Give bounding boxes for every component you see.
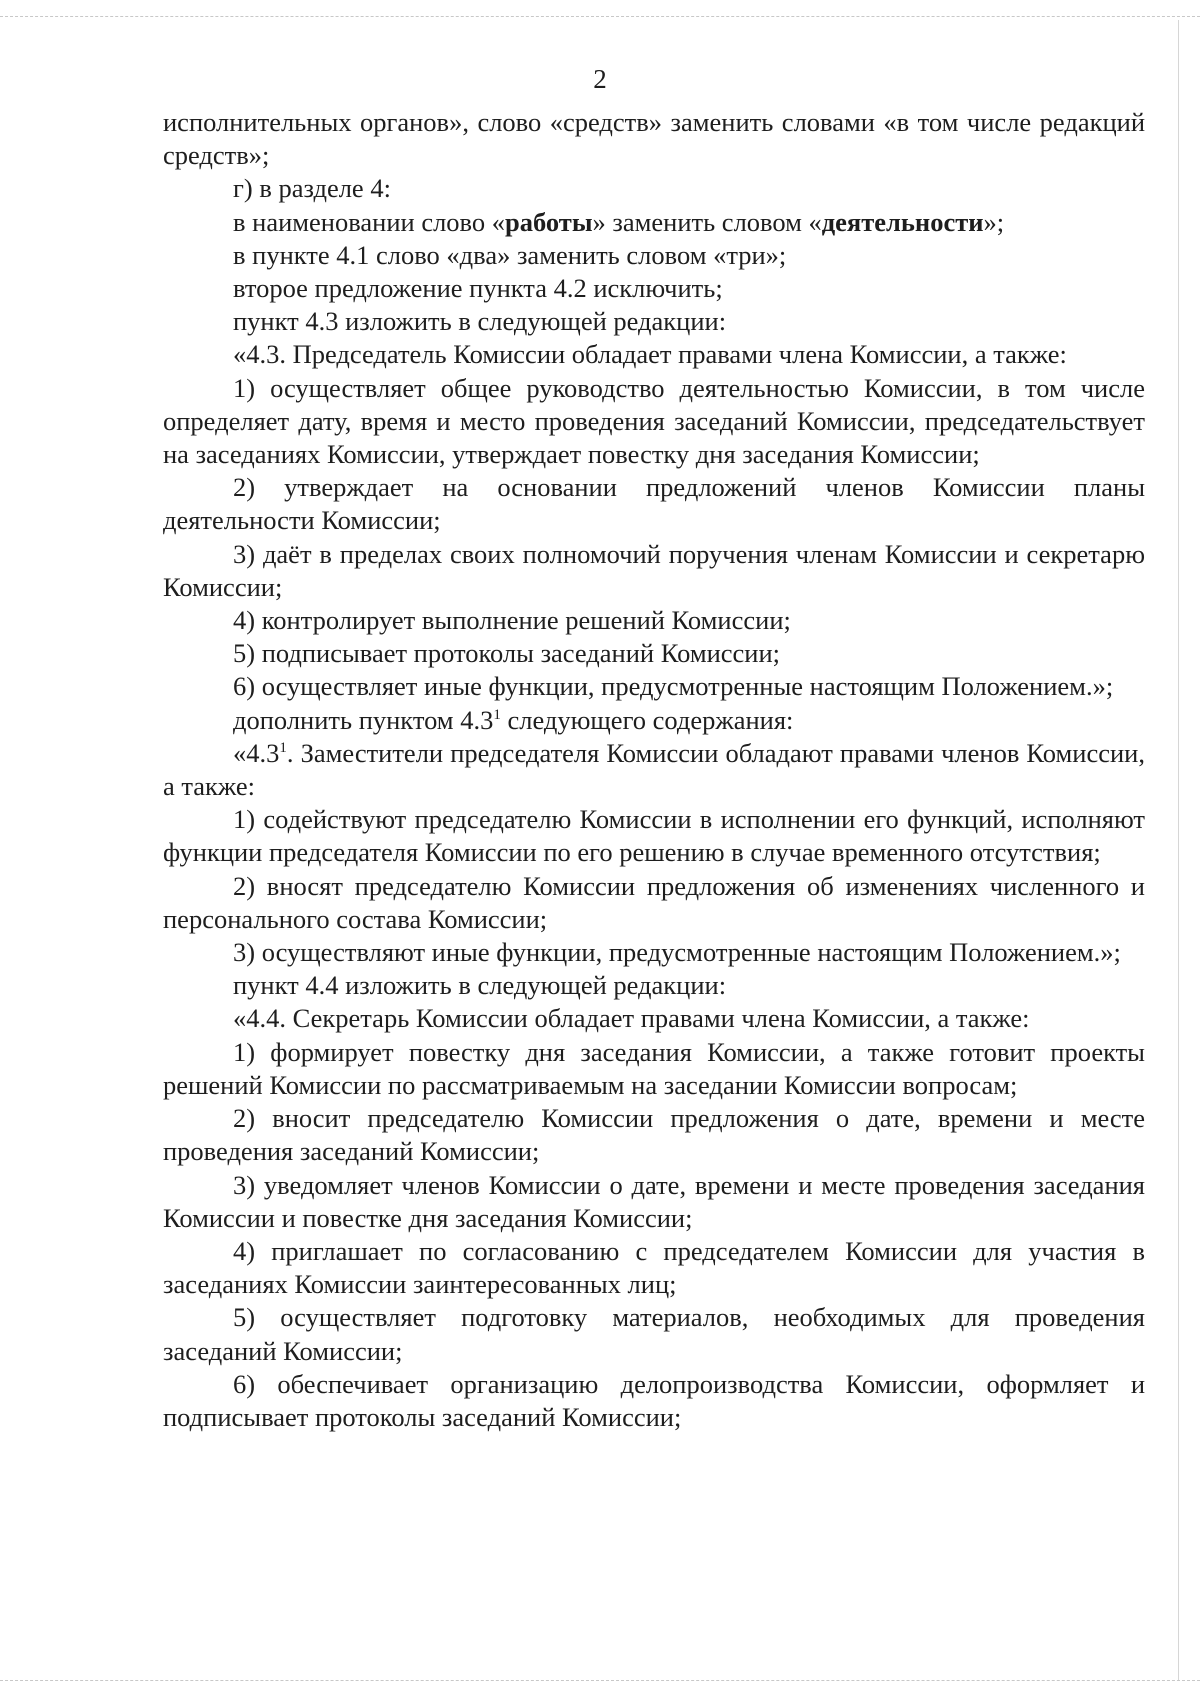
paragraph: 5) осуществляет подготовку материалов, необходимых для проведения заседаний Комиссии;	[163, 1302, 1145, 1366]
paragraph: г) в разделе 4:	[233, 173, 391, 204]
paragraph: пункт 4.3 изложить в следующей редакции:	[233, 306, 727, 337]
paragraph: 5) подписывает протоколы заседаний Комиссии;	[233, 638, 781, 669]
paragraph: 2) утверждает на основании предложений членов Комиссии планы деятельности Комиссии;	[163, 472, 1145, 536]
paragraph: «4.4. Секретарь Комиссии обладает правами члена Комиссии, а также:	[233, 1003, 1030, 1034]
paragraph: 4) контролирует выполнение решений Комиссии;	[233, 605, 791, 636]
paragraph: 1) формирует повестку дня заседания Комиссии, а также готовит проекты решений Комиссии по рассматриваемым на заседании Комиссии вопросам;	[163, 1036, 1145, 1100]
bold-word: работы	[505, 206, 593, 237]
paragraph: дополнить пунктом $4.3^1$ следующего содержания:	[233, 704, 794, 735]
paragraph: в наименовании слово «работы» заменить словом «деятельности»;	[233, 206, 1005, 237]
paragraph: исполнительных органов», слово «средств» заменить словами «в том числе редакций средств»;	[163, 107, 1145, 171]
paragraph: 2) вносят председателю Комиссии предложения об изменениях численного и персонального состава Комиссии;	[163, 870, 1145, 934]
paragraph: «4.3. Председатель Комиссии обладает правами члена Комиссии, а также:	[233, 339, 1067, 370]
paragraph: второе предложение пункта 4.2 исключить;	[233, 273, 723, 304]
scan-edge-top	[0, 16, 1200, 17]
paragraph: 6) осуществляет иные функции, предусмотренные настоящим Положением.»;	[233, 671, 1114, 702]
paragraph: пункт 4.4 изложить в следующей редакции:	[233, 970, 727, 1001]
superscript: 1	[279, 740, 287, 757]
scan-edge-bottom	[0, 1680, 1200, 1681]
paragraph: 3) осуществляют иные функции, предусмотренные настоящим Положением.»;	[233, 937, 1121, 968]
paragraph: 6) обеспечивает организацию делопроизводства Комиссии, оформляет и подписывает протоколы заседаний Комиссии;	[163, 1368, 1145, 1432]
paragraph: в пункте 4.1 слово «два» заменить словом «три»;	[233, 239, 787, 270]
paragraph: 3) уведомляет членов Комиссии о дате, времени и месте проведения заседания Комиссии и повестке дня заседания Комиссии;	[163, 1169, 1145, 1233]
paragraph: 4) приглашает по согласованию с председателем Комиссии для участия в заседаниях Комиссии заинтересованных лиц;	[163, 1235, 1145, 1300]
paragraph: 3) даёт в пределах своих полномочий поручения членам Комиссии и секретарю Комиссии;	[163, 538, 1145, 602]
paragraph: 1) осуществляет общее руководство деятельностью Комиссии, в том числе определяет дату, время и место проведения заседаний Комиссии, председательствует на заседаниях Комиссии, утверждает повестку дня заседания Комиссии;	[163, 372, 1145, 470]
paragraph: 2) вносит председателю Комиссии предложения о дате, времени и месте проведения заседаний Комиссии;	[163, 1103, 1145, 1167]
paragraph: 1) содействуют председателю Комиссии в исполнении его функций, исполняют функции председателя Комиссии по его решению в случае временного отсутствия;	[163, 804, 1145, 868]
paragraph: «$4.3^1$. Заместители председателя Комиссии обладают правами членов Комиссии, а также:	[163, 737, 1145, 802]
document-body	[163, 106, 1145, 1434]
scan-edge-right	[1178, 20, 1179, 1680]
superscript: 1	[493, 706, 501, 723]
page-number: 2	[593, 64, 607, 94]
bold-word: деятельности	[821, 206, 984, 237]
